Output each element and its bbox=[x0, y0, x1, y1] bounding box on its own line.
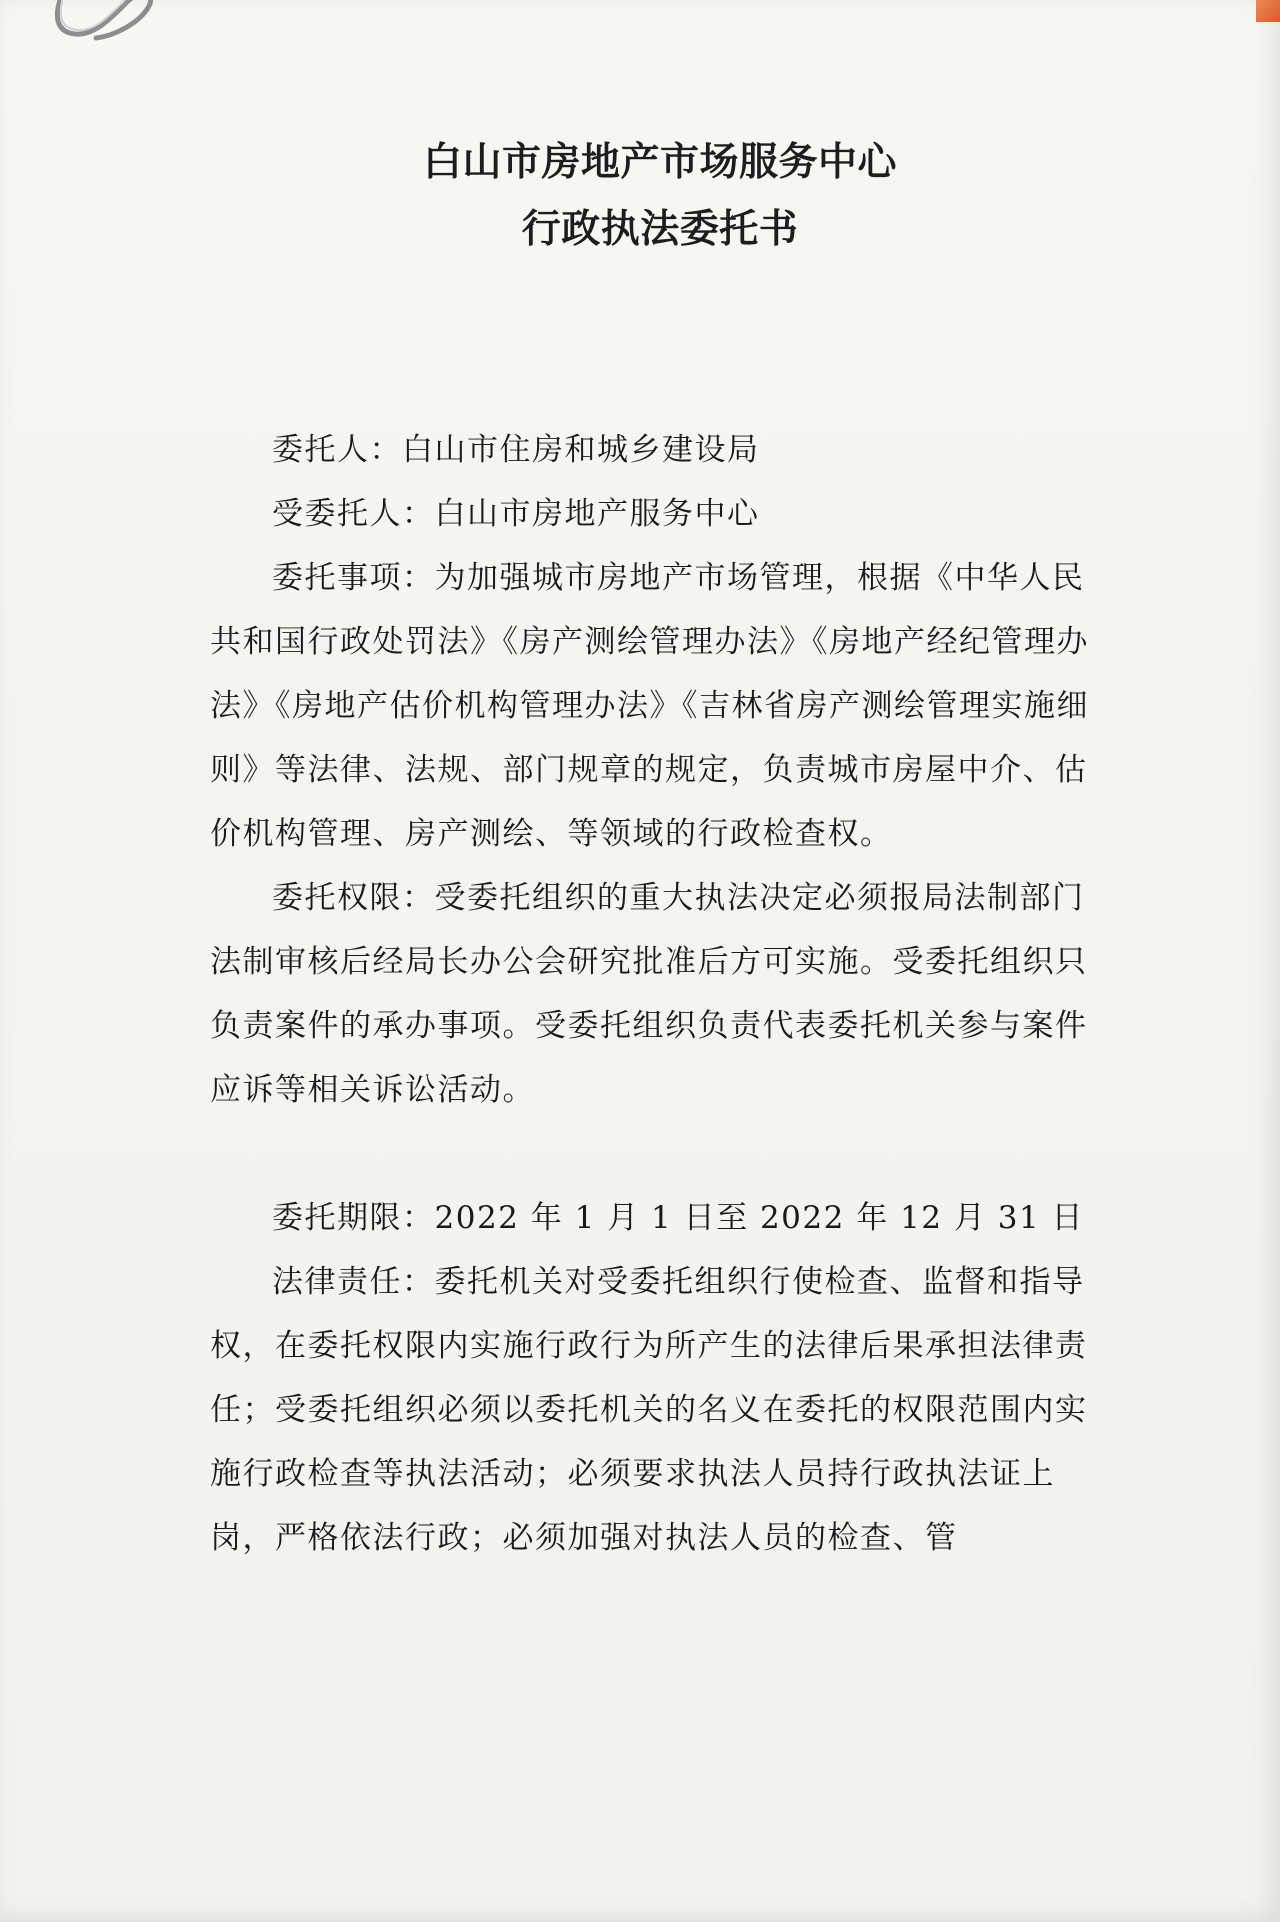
orange-edge-mark bbox=[1256, 0, 1280, 22]
term-label: 委托期限： bbox=[272, 1200, 435, 1236]
entrustor-paragraph bbox=[210, 418, 1113, 482]
entrustor-label: 委托人： bbox=[272, 432, 402, 468]
authority-text: 受委托组织的重大执法决定必须报局法制部门法制审核后经局长办公会研究批准后方可实施。受委托组织只负责案件的承办事项。受委托组织负责代表委托机关参与案件应诉等相关诉讼活动。 bbox=[210, 880, 1088, 1108]
paragraph-spacer bbox=[210, 1122, 1113, 1186]
entrustee-label: 受委托人： bbox=[272, 496, 435, 532]
legal-responsibility-paragraph bbox=[210, 1250, 1113, 1570]
entrustor-value: 白山市住房和城乡建设局 bbox=[402, 432, 760, 468]
legal-responsibility-label: 法律责任： bbox=[272, 1264, 435, 1300]
document-title-line-2: 行政执法委托书 bbox=[521, 206, 799, 252]
authority-label: 委托权限： bbox=[272, 880, 435, 916]
entrusted-matters-label: 委托事项： bbox=[272, 560, 435, 596]
entrustee-paragraph bbox=[210, 482, 1113, 546]
entrusted-matters-paragraph bbox=[210, 546, 1113, 866]
paperclip-icon bbox=[45, 0, 165, 72]
document-body bbox=[210, 418, 1113, 1570]
term-paragraph bbox=[210, 1186, 1113, 1250]
legal-responsibility-text: 委托机关对受委托组织行使检查、监督和指导权，在委托权限内实施行政行为所产生的法律后果承担法律责任；受委托组织必须以委托机关的名义在委托的权限范围内实施行政检查等执法活动；必须要求执法人员持行政执法证上岗，严格依法行政；必须加强对执法人员的检查、管 bbox=[210, 1264, 1088, 1556]
entrusted-matters-text: 为加强城市房地产市场管理，根据《中华人民共和国行政处罚法》《房产测绘管理办法》《房地产经纪管理办法》《房地产估价机构管理办法》《吉林省房产测绘管理实施细则》等法律、法规、部门规章的规定，负责城市房屋中介、估价机构管理、房产测绘、等领域的行政检查权。 bbox=[210, 560, 1089, 852]
document-title-line-1: 白山市房地产市场服务中心 bbox=[422, 139, 897, 185]
entrustee-value: 白山市房地产服务中心 bbox=[434, 496, 760, 532]
authority-paragraph bbox=[210, 866, 1113, 1122]
term-value: 2022 年 1 月 1 日至 2022 年 12 月 31 日 bbox=[434, 1200, 1085, 1236]
